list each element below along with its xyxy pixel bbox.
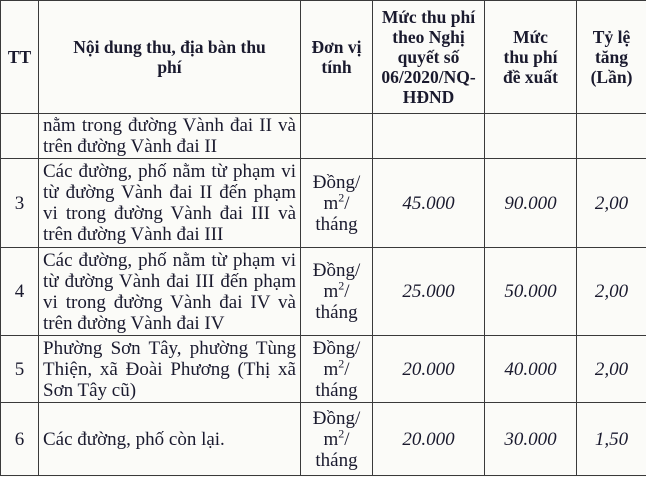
cell-content: nằm trong đường Vành đai II và trên đường Vành đai II — [39, 114, 301, 159]
cell-proposed-fee: 90.000 — [485, 159, 577, 248]
table-row — [1, 336, 646, 403]
cell-old-fee: 20.000 — [373, 403, 485, 476]
header-unit: Đơn vị tính — [301, 1, 373, 114]
unit-line-area: $m^2/$ — [323, 278, 350, 302]
cell-tt — [1, 114, 39, 159]
cell-ratio: 2,00 — [577, 248, 646, 336]
unit-line-currency: Đồng/ — [312, 171, 361, 193]
cell-old-fee — [373, 114, 485, 159]
header-ratio: Tỷ lệ tăng (Lần) — [577, 1, 646, 114]
cell-ratio: 2,00 — [577, 336, 646, 403]
cell-proposed-fee: 50.000 — [485, 248, 577, 336]
cell-ratio — [577, 114, 646, 159]
unit-line-area: $m^2/$ — [323, 356, 350, 380]
cell-unit — [301, 248, 373, 336]
unit-line-period: tháng — [315, 302, 358, 323]
table-row — [1, 159, 646, 248]
unit-line-period: tháng — [315, 213, 358, 235]
cell-unit — [301, 403, 373, 476]
cell-content: Các đường, phố nằm từ phạm vi từ đường Vành đai III đến phạm vi trong đường Vành đai IV và trên đường Vành đai IV — [39, 248, 301, 336]
unit-line-area: $m^2/$ — [323, 426, 350, 450]
cell-ratio: 2,00 — [577, 159, 646, 248]
cell-tt: 6 — [1, 403, 39, 476]
cell-proposed-fee — [485, 114, 577, 159]
cell-old-fee: 25.000 — [373, 248, 485, 336]
cell-content: Các đường, phố nằm từ phạm vi từ đường Vành đai II đến phạm vi trong đường Vành đai III và trên đường Vành đai III — [39, 159, 301, 248]
cell-tt: 4 — [1, 248, 39, 336]
header-tt: TT — [1, 1, 39, 114]
cell-proposed-fee: 30.000 — [485, 403, 577, 476]
table-row — [1, 403, 646, 476]
cell-content: Các đường, phố còn lại. — [39, 403, 301, 476]
cell-content: Phường Sơn Tây, phường Tùng Thiện, xã Đoài Phương (Thị xã Sơn Tây cũ) — [39, 336, 301, 403]
header-old-fee: Mức thu phí theo Nghị quyết số 06/2020/NQ-HĐND — [373, 1, 485, 114]
cell-tt: 5 — [1, 336, 39, 403]
cell-unit — [301, 336, 373, 403]
cell-unit — [301, 114, 373, 159]
unit-line-period: tháng — [315, 379, 358, 401]
cell-tt: 3 — [1, 159, 39, 248]
header-row — [1, 1, 646, 114]
unit-line-currency: Đồng/ — [312, 260, 361, 281]
header-proposed-fee: Mức thu phí đề xuất — [485, 1, 577, 114]
table-row-continuation — [1, 114, 646, 159]
table-row — [1, 248, 646, 336]
cell-old-fee: 20.000 — [373, 336, 485, 403]
unit-line-period: tháng — [315, 449, 358, 471]
cell-old-fee: 45.000 — [373, 159, 485, 248]
cell-proposed-fee: 40.000 — [485, 336, 577, 403]
unit-line-currency: Đồng/ — [312, 337, 361, 359]
unit-line-currency: Đồng/ — [312, 407, 361, 429]
cell-ratio: 1,50 — [577, 403, 646, 476]
cell-unit — [301, 159, 373, 248]
unit-line-area: $m^2/$ — [323, 190, 350, 214]
header-content: Nội dung thu, địa bàn thu phí — [39, 1, 301, 114]
